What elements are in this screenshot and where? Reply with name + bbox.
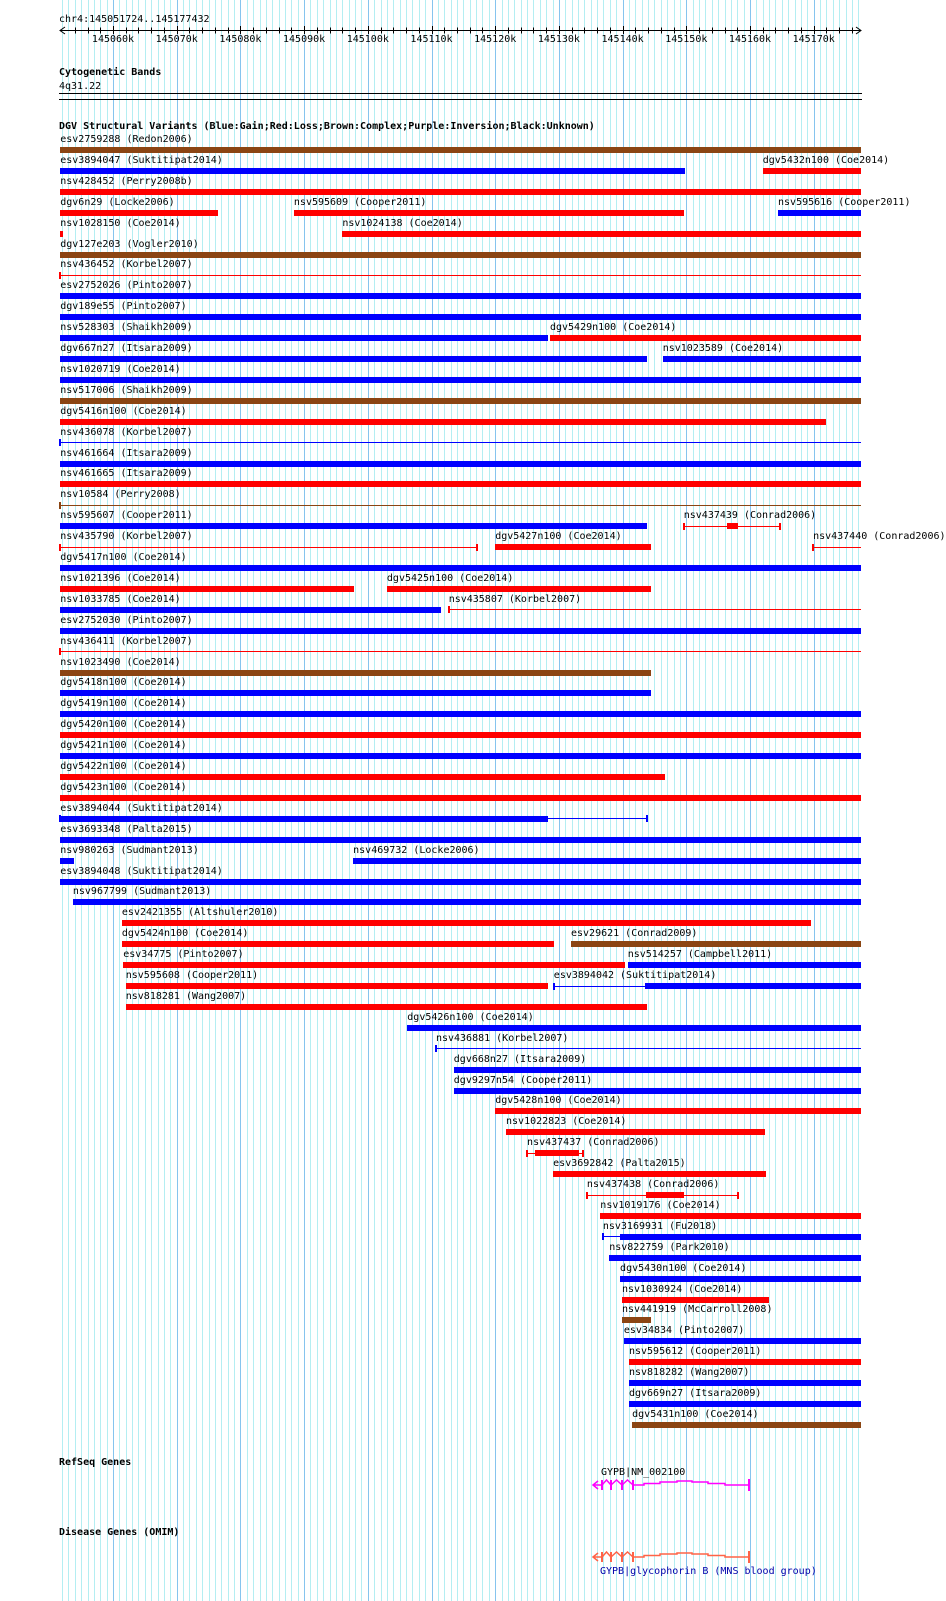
ruler-tick-label: 145160k [728, 34, 772, 45]
sv-feature-bar[interactable] [60, 795, 861, 801]
sv-feature-bar[interactable] [294, 210, 684, 216]
sv-feature-end-tick [59, 544, 61, 551]
sv-feature-bar[interactable] [60, 293, 861, 299]
sv-feature-bar[interactable] [628, 962, 861, 968]
sv-feature-bar[interactable] [353, 858, 861, 864]
sv-feature-bar[interactable] [60, 565, 861, 571]
sv-feature-label[interactable]: nsv1030924 (Coe2014) [621, 1283, 743, 1295]
sv-feature-label[interactable]: nsv1023490 (Coe2014) [60, 656, 181, 668]
sv-feature-label[interactable]: esv3894044 (Suktitipat2014) [60, 802, 223, 814]
sv-feature-label[interactable]: esv3894048 (Suktitipat2014) [60, 865, 223, 877]
sv-feature-label[interactable]: nsv1024138 (Coe2014) [342, 217, 463, 229]
sv-feature-label[interactable]: dgv667n27 (Itsara2009) [60, 343, 193, 354]
sv-feature-core[interactable] [646, 1192, 684, 1198]
sv-feature-bar[interactable] [60, 189, 861, 195]
sv-feature-label[interactable]: dgv5427n100 (Coe2014) [495, 531, 622, 543]
sv-feature-bar[interactable] [342, 231, 861, 237]
sv-feature-bar[interactable] [622, 1317, 651, 1323]
sv-feature-bar[interactable] [622, 1297, 769, 1303]
ruler-tick-label: 145130k [537, 34, 580, 45]
sv-feature-line[interactable] [60, 275, 861, 276]
sv-feature-bar[interactable] [60, 753, 861, 759]
track-title-dgv[interactable]: DGV Structural Variants (Blue:Gain;Red:Loss;Brown:Complex;Purple:Inversion;Black:Unknown) [59, 121, 595, 132]
sv-feature-bar[interactable] [60, 523, 647, 529]
sv-feature-label[interactable]: esv29621 (Conrad2009) [571, 928, 698, 940]
sv-feature-end-tick [582, 1150, 584, 1157]
ruler-tick-label: 145120k [474, 34, 517, 45]
sv-feature-label[interactable]: nsv1020719 (Coe2014) [60, 363, 181, 375]
sv-feature-bar[interactable] [600, 1213, 861, 1219]
cytoband-label[interactable]: 4q31.22 [59, 81, 102, 92]
sv-feature-line[interactable] [60, 442, 861, 443]
sv-feature-core[interactable] [60, 816, 548, 822]
sv-feature-bar[interactable] [73, 899, 861, 905]
sv-feature-bar[interactable] [454, 1088, 861, 1094]
sv-feature-end-tick [553, 983, 555, 990]
sv-feature-label[interactable]: esv3692842 (Palta2015) [553, 1158, 686, 1170]
sv-feature-bar[interactable] [60, 398, 861, 404]
sv-feature-label[interactable]: nsv595607 (Cooper2011) [60, 510, 193, 522]
sv-feature-label[interactable]: nsv1028150 (Coe2014) [60, 217, 181, 229]
sv-feature-end-tick [602, 1233, 604, 1240]
sv-feature-bar[interactable] [550, 335, 861, 341]
sv-feature-bar[interactable] [60, 690, 651, 696]
sv-feature-bar[interactable] [60, 711, 861, 717]
sv-feature-bar[interactable] [407, 1025, 861, 1031]
sv-feature-label[interactable]: nsv436078 (Korbel2007) [60, 426, 193, 438]
sv-feature-label[interactable]: nsv10584 (Perry2008) [60, 489, 181, 501]
sv-feature-label[interactable]: nsv1022823 (Coe2014) [506, 1116, 627, 1128]
ruler-tick-label: 145070k [155, 34, 198, 45]
sv-feature-bar[interactable] [571, 941, 861, 947]
sv-feature-label[interactable]: esv3894047 (Suktitipat2014) [60, 154, 223, 166]
sv-feature-label[interactable]: dgv5424n100 (Coe2014) [121, 928, 249, 940]
sv-feature-label[interactable]: dgv5416n100 (Coe2014) [60, 405, 187, 417]
sv-feature-label[interactable]: nsv436881 (Korbel2007) [435, 1032, 569, 1044]
sv-feature-bar[interactable] [60, 481, 861, 487]
sv-feature-bar[interactable] [454, 1067, 861, 1073]
sv-feature-bar[interactable] [60, 356, 647, 362]
track-title-omim[interactable]: Disease Genes (OMIM) [59, 1527, 180, 1538]
ruler-tick-label: 145170k [792, 34, 835, 45]
ruler-tick-label: 145140k [601, 34, 644, 45]
sv-feature-label[interactable]: nsv1019176 (Coe2014) [600, 1199, 721, 1211]
sv-feature-label[interactable]: nsv595608 (Cooper2011) [125, 970, 259, 981]
sv-feature-bar[interactable] [123, 962, 625, 968]
sv-feature-label[interactable]: nsv980263 (Sudmant2013) [60, 844, 199, 856]
sv-feature-bar[interactable] [495, 1108, 861, 1114]
sv-feature-label[interactable]: nsv436411 (Korbel2007) [60, 635, 193, 647]
sv-feature-label[interactable]: nsv514257 (Campbell2011) [627, 949, 773, 961]
sv-feature-label[interactable]: nsv435807 (Korbel2007) [448, 593, 582, 605]
sv-feature-label[interactable]: nsv1021396 (Coe2014) [60, 572, 181, 584]
sv-feature-bar[interactable] [620, 1276, 861, 1282]
ruler-tick-label: 145060k [91, 34, 135, 45]
sv-feature-bar[interactable] [60, 252, 861, 258]
sv-feature-label[interactable]: esv2752030 (Pinto2007) [60, 614, 193, 626]
ruler[interactable] [0, 0, 890, 34]
sv-feature-bar[interactable] [60, 210, 218, 216]
sv-feature-end-tick [59, 272, 61, 279]
sv-feature-label[interactable]: nsv517006 (Shaikh2009) [60, 384, 193, 396]
sv-feature-bar[interactable] [778, 210, 861, 216]
sv-feature-label[interactable]: nsv3169931 (Fu2018) [602, 1220, 718, 1232]
sv-feature-label[interactable]: nsv595616 (Cooper2011) [778, 196, 911, 208]
sv-feature-bar[interactable] [60, 586, 354, 592]
sv-feature-bar[interactable] [60, 377, 861, 383]
sv-feature-label[interactable]: esv3894042 (Suktitipat2014) [553, 970, 717, 981]
sv-feature-end-tick [59, 648, 61, 655]
sv-feature-label[interactable]: dgv6n29 (Locke2006) [60, 196, 175, 208]
sv-feature-line[interactable] [449, 609, 861, 610]
sv-feature-label[interactable]: dgv5431n100 (Coe2014) [632, 1408, 759, 1420]
sv-feature-core[interactable] [620, 1234, 861, 1240]
sv-feature-label[interactable]: nsv967799 (Sudmant2013) [72, 886, 212, 898]
sv-feature-bar[interactable] [126, 1004, 647, 1010]
sv-feature-bar[interactable] [60, 774, 665, 780]
sv-feature-label[interactable]: esv2421355 (Altshuler2010) [121, 907, 279, 919]
sv-feature-bar[interactable] [663, 356, 861, 362]
sv-feature-bar[interactable] [495, 544, 651, 550]
sv-feature-label[interactable]: nsv595612 (Cooper2011) [628, 1346, 762, 1358]
cytoband-line [59, 93, 862, 94]
track-divider [59, 99, 862, 100]
sv-feature-end-tick [59, 502, 61, 509]
sv-feature-label[interactable]: dgv5418n100 (Coe2014) [60, 677, 187, 689]
sv-feature-line[interactable] [60, 547, 476, 548]
sv-feature-label[interactable]: nsv436452 (Korbel2007) [60, 259, 193, 271]
sv-feature-bar[interactable] [629, 1359, 861, 1365]
sv-feature-label[interactable]: dgv5428n100 (Coe2014) [495, 1095, 622, 1107]
sv-feature-bar[interactable] [609, 1255, 861, 1261]
sv-feature-label[interactable]: nsv528303 (Shaikh2009) [60, 322, 193, 334]
sv-feature-label[interactable]: dgv668n27 (Itsara2009) [453, 1053, 587, 1065]
sv-feature-label[interactable]: esv3693348 (Palta2015) [60, 823, 193, 835]
sv-feature-label[interactable]: dgv5420n100 (Coe2014) [60, 719, 187, 731]
sv-feature-bar[interactable] [60, 837, 861, 843]
sv-feature-label[interactable]: nsv469732 (Locke2006) [353, 844, 480, 856]
sv-feature-label[interactable]: esv2752026 (Pinto2007) [60, 280, 193, 292]
sv-feature-label[interactable]: dgv5432n100 (Coe2014) [762, 154, 890, 166]
sv-feature-bar[interactable] [60, 879, 861, 885]
sv-feature-label[interactable]: dgv189e55 (Pinto2007) [60, 301, 187, 313]
sv-feature-label[interactable]: nsv437440 (Conrad2006) [813, 531, 946, 543]
sv-feature-core[interactable] [535, 1150, 580, 1156]
sv-feature-core[interactable] [645, 983, 861, 989]
ruler-tick-label: 145100k [346, 34, 389, 45]
ruler-tick-label: 145080k [219, 34, 262, 45]
sv-feature-label[interactable]: nsv595609 (Cooper2011) [293, 196, 427, 208]
sv-feature-bar[interactable] [60, 147, 861, 153]
sv-feature-label[interactable]: nsv461665 (Itsara2009) [60, 468, 193, 480]
sv-feature-label[interactable]: dgv9297n54 (Cooper2011) [453, 1074, 593, 1086]
sv-feature-line[interactable] [813, 547, 861, 548]
sv-feature-label[interactable]: nsv428452 (Perry2008b) [60, 175, 193, 187]
sv-feature-bar[interactable] [60, 231, 62, 237]
sv-feature-bar[interactable] [60, 335, 548, 341]
sv-feature-bar[interactable] [629, 1401, 861, 1407]
sv-feature-end-tick [737, 1192, 739, 1199]
sv-feature-core[interactable] [727, 523, 738, 529]
sv-feature-end-tick [435, 1045, 437, 1052]
sv-feature-line[interactable] [436, 1048, 861, 1049]
sv-feature-end-tick [476, 544, 478, 551]
sv-feature-label[interactable]: nsv437437 (Conrad2006) [527, 1137, 660, 1149]
ruler-tick-label: 145150k [665, 34, 708, 45]
sv-feature-end-tick [586, 1192, 588, 1199]
sv-feature-label[interactable]: nsv441919 (McCarroll2008) [621, 1304, 773, 1316]
sv-feature-bar[interactable] [126, 983, 548, 989]
sv-feature-line[interactable] [60, 651, 861, 652]
ruler-tick-label: 145110k [410, 34, 453, 45]
sv-feature-bar[interactable] [60, 314, 861, 320]
sv-feature-bar[interactable] [387, 586, 651, 592]
sv-feature-label[interactable]: esv34775 (Pinto2007) [123, 949, 244, 961]
sv-feature-bar[interactable] [60, 168, 685, 174]
track-title-refseq[interactable]: RefSeq Genes [59, 1457, 132, 1468]
sv-feature-bar[interactable] [60, 858, 74, 864]
sv-feature-bar[interactable] [553, 1171, 766, 1177]
sv-feature-end-tick [526, 1150, 528, 1157]
sv-feature-end-tick [448, 606, 450, 613]
omim-gene-label[interactable]: GYPB|glycophorin B (MNS blood group) [600, 1566, 817, 1577]
sv-feature-label[interactable]: nsv822759 (Park2010) [609, 1241, 730, 1253]
sv-feature-end-tick [683, 523, 685, 530]
sv-feature-label[interactable]: esv34834 (Pinto2007) [623, 1325, 745, 1337]
sv-feature-label[interactable]: nsv1023589 (Coe2014) [662, 343, 784, 354]
sv-feature-label[interactable]: dgv5426n100 (Coe2014) [407, 1011, 534, 1023]
sv-feature-label[interactable]: nsv435790 (Korbel2007) [60, 531, 193, 543]
sv-feature-label[interactable]: dgv5422n100 (Coe2014) [60, 761, 187, 772]
sv-feature-bar[interactable] [624, 1338, 861, 1344]
sv-feature-bar[interactable] [763, 168, 861, 174]
sv-feature-label[interactable]: dgv5419n100 (Coe2014) [60, 698, 187, 710]
sv-feature-label[interactable]: nsv818281 (Wang2007) [125, 990, 247, 1002]
sv-feature-line[interactable] [60, 505, 861, 506]
sv-feature-label[interactable]: dgv5430n100 (Coe2014) [620, 1262, 747, 1274]
sv-feature-bar[interactable] [60, 670, 651, 676]
sv-feature-bar[interactable] [506, 1129, 765, 1135]
sv-feature-bar[interactable] [632, 1422, 861, 1428]
region-label: chr4:145051724..145177432 [59, 14, 210, 25]
sv-feature-bar[interactable] [60, 461, 861, 467]
sv-feature-label[interactable]: nsv461664 (Itsara2009) [60, 447, 193, 459]
sv-feature-label[interactable]: nsv437439 (Conrad2006) [683, 510, 817, 522]
sv-feature-label[interactable]: dgv669n27 (Itsara2009) [628, 1388, 762, 1399]
sv-feature-bar[interactable] [60, 419, 826, 425]
sv-feature-label[interactable]: dgv5417n100 (Coe2014) [60, 552, 187, 563]
sv-feature-label[interactable]: esv2759288 (Redon2006) [60, 134, 193, 145]
sv-feature-label[interactable]: nsv437438 (Conrad2006) [586, 1179, 720, 1190]
sv-feature-bar[interactable] [629, 1380, 861, 1386]
sv-feature-bar[interactable] [122, 920, 811, 926]
sv-feature-end-tick [779, 523, 781, 530]
sv-feature-label[interactable]: dgv5421n100 (Coe2014) [60, 740, 187, 752]
sv-feature-bar[interactable] [122, 941, 554, 947]
sv-feature-label[interactable]: dgv5429n100 (Coe2014) [549, 322, 677, 334]
sv-feature-end-tick [59, 439, 61, 446]
sv-feature-bar[interactable] [60, 607, 441, 613]
sv-feature-label[interactable]: dgv127e203 (Vogler2010) [60, 238, 199, 250]
sv-feature-end-tick [646, 815, 648, 822]
sv-feature-end-tick [812, 544, 814, 551]
sv-feature-bar[interactable] [60, 732, 861, 738]
track-title-cytogenetic-bands[interactable]: Cytogenetic Bands [59, 67, 162, 78]
sv-feature-label[interactable]: dgv5425n100 (Coe2014) [386, 572, 514, 584]
refseq-gene-label[interactable]: GYPB|NM_002100 [601, 1467, 686, 1478]
sv-feature-bar[interactable] [60, 628, 861, 634]
sv-feature-label[interactable]: dgv5423n100 (Coe2014) [60, 781, 187, 793]
ruler-tick-label: 145090k [283, 34, 326, 45]
sv-feature-label[interactable]: nsv1033785 (Coe2014) [60, 593, 181, 605]
sv-feature-label[interactable]: nsv818282 (Wang2007) [628, 1367, 750, 1379]
